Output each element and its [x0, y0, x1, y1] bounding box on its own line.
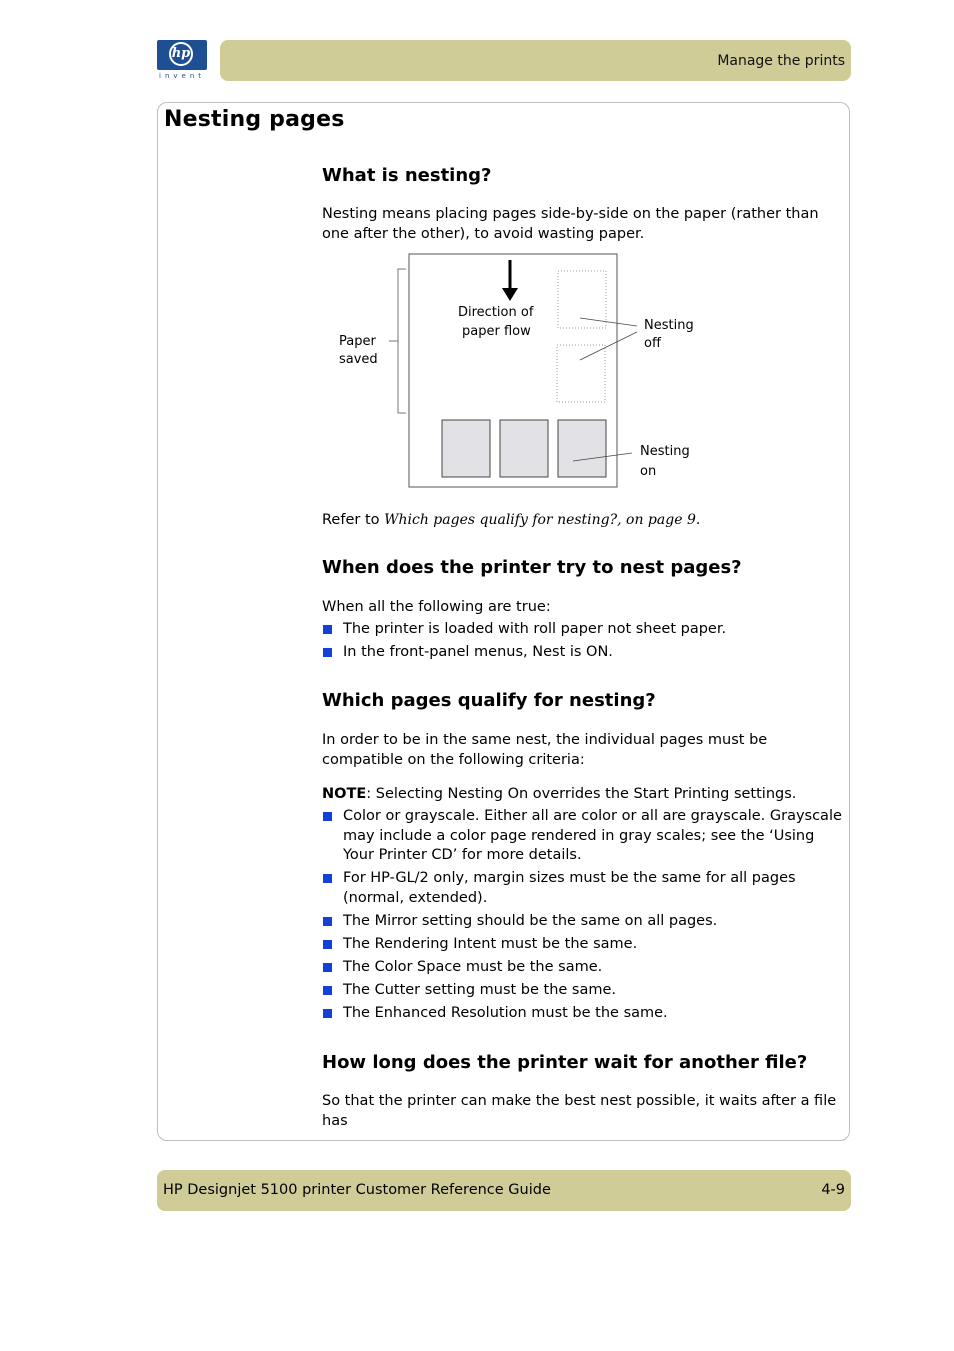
when-intro: When all the following are true:	[322, 599, 551, 615]
list-item	[322, 958, 842, 978]
when-bullet-list	[322, 620, 842, 666]
refer-prefix: Refer to	[322, 512, 385, 528]
nesting-on-page-3	[558, 420, 606, 477]
list-item	[322, 935, 842, 955]
section-title: Manage the prints	[717, 53, 845, 69]
bullet-square-icon	[323, 874, 332, 883]
hp-logo	[157, 40, 209, 82]
footer-page-number: 4-9	[821, 1182, 845, 1198]
which-bullet-list	[322, 807, 842, 1027]
list-item	[322, 807, 842, 866]
footer-bar	[157, 1170, 851, 1211]
list-item-text: For HP-GL/2 only, margin sizes must be the same for all pages (normal, extended).	[343, 870, 796, 906]
list-item-text: The Color Space must be the same.	[343, 958, 603, 975]
nesting-on-label-line2: on	[640, 464, 657, 479]
list-item	[322, 1004, 842, 1024]
bullet-square-icon	[323, 917, 332, 926]
heading-how-long-wait: How long does the printer wait for another file?	[322, 1052, 808, 1073]
refer-suffix: .	[695, 512, 701, 528]
list-item-text: The printer is loaded with roll paper not sheet paper.	[343, 621, 727, 637]
list-item-text: In the front-panel menus, Nest is ON.	[343, 644, 613, 660]
refer-link[interactable]: Which pages qualify for nesting?, on page 9	[384, 512, 696, 528]
bullet-square-icon	[323, 940, 332, 949]
paper-saved-label-line1: Paper	[339, 334, 376, 349]
nesting-off-label-line2: off	[644, 336, 661, 351]
refer-line	[322, 510, 847, 530]
list-item-text: The Rendering Intent must be the same.	[343, 935, 638, 952]
note-line	[322, 784, 847, 804]
bullet-square-icon	[323, 812, 332, 821]
paper-saved-label-line2: saved	[339, 352, 378, 367]
wait-body: So that the printer can make the best nest possible, it waits after a file has	[322, 1093, 837, 1129]
nesting-diagram	[330, 250, 710, 490]
list-item	[322, 912, 842, 932]
list-item	[322, 869, 842, 908]
list-item	[322, 981, 842, 1001]
heading-when-nest: When does the printer try to nest pages?	[322, 557, 742, 578]
note-label: NOTE	[322, 786, 367, 802]
list-item	[322, 643, 842, 663]
bullet-square-icon	[323, 986, 332, 995]
header-bar	[220, 40, 851, 81]
paper-saved-bracket	[398, 269, 406, 413]
nesting-off-label-line1: Nesting	[644, 318, 694, 333]
list-item-text: The Cutter setting must be the same.	[343, 981, 617, 998]
bullet-square-icon	[323, 625, 332, 634]
direction-label-line1: Direction of	[458, 305, 534, 320]
hp-logo-tagline: invent	[159, 72, 206, 80]
nesting-on-label-line1: Nesting	[640, 444, 690, 459]
bullet-square-icon	[323, 648, 332, 657]
heading-which-qualify: Which pages qualify for nesting?	[322, 690, 656, 711]
list-item	[322, 620, 842, 640]
list-item-text: Color or grayscale. Either all are color or all are grayscale. Grayscale may include a color page rendered in gray scales; see the ‘Using Your Printer CD’ for more details.	[343, 808, 842, 863]
hp-logo-mark: hp	[169, 42, 193, 66]
page-title: Nesting pages	[164, 107, 345, 132]
what-is-nesting-body: Nesting means placing pages side-by-side on the paper (rather than one after the other), to avoid wasting paper.	[322, 206, 819, 242]
list-item-text: The Mirror setting should be the same on all pages.	[343, 912, 718, 929]
note-text: : Selecting Nesting On overrides the Start Printing settings.	[366, 786, 797, 802]
nesting-on-page-2	[500, 420, 548, 477]
nesting-on-page-1	[442, 420, 490, 477]
which-intro: In order to be in the same nest, the individual pages must be compatible on the following criteria:	[322, 732, 768, 768]
heading-what-is-nesting: What is nesting?	[322, 165, 492, 186]
direction-label-line2: paper flow	[462, 324, 531, 339]
hp-logo-box	[157, 40, 207, 70]
footer-guide-title: HP Designjet 5100 printer Customer Reference Guide	[163, 1182, 551, 1198]
bullet-square-icon	[323, 1009, 332, 1018]
bullet-square-icon	[323, 963, 332, 972]
list-item-text: The Enhanced Resolution must be the same.	[343, 1004, 668, 1021]
